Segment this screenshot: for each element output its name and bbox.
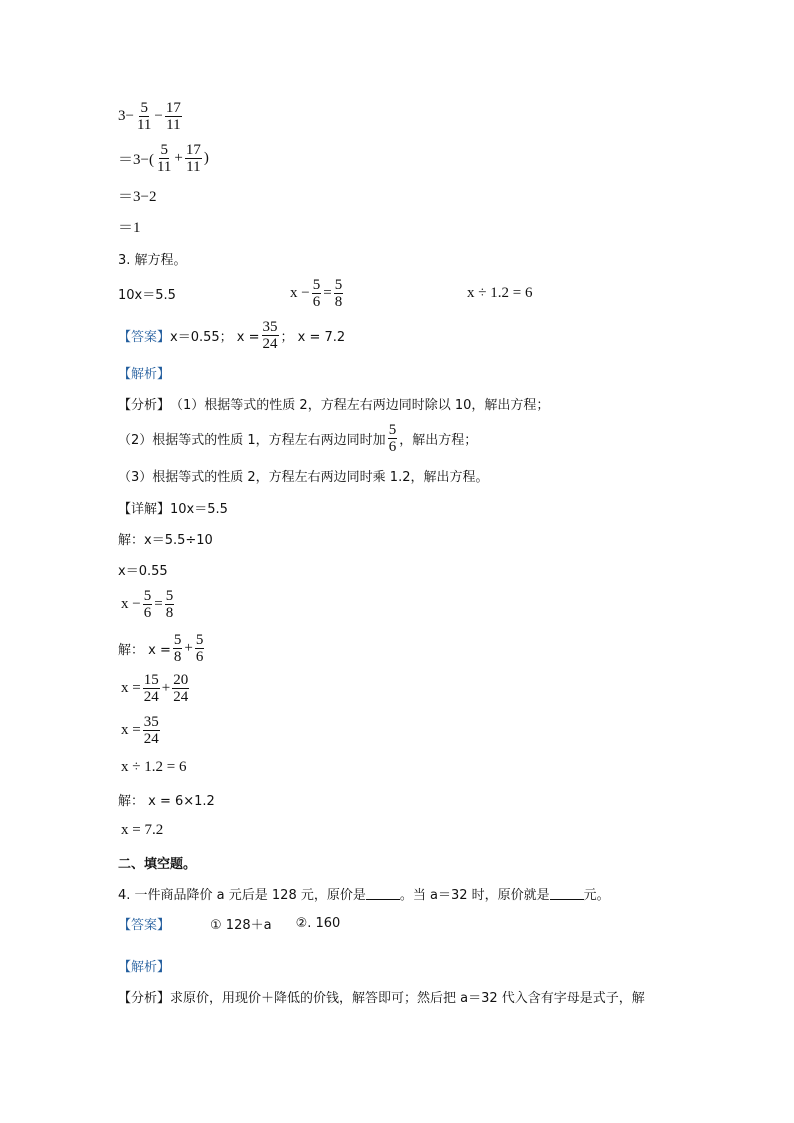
text: 4. 一件商品降价 a 元后是 128 元，原价是: [118, 887, 366, 903]
text: x =: [121, 721, 141, 738]
q4-answer-line: [118, 905, 340, 941]
denominator: 6: [143, 604, 152, 621]
calc-line-3: ＝3−2: [118, 188, 157, 205]
text: x −: [121, 595, 141, 612]
fenxi-tag: 【分析】: [118, 990, 171, 1006]
equation-3: x ÷ 1.2 = 6: [467, 284, 533, 301]
text: 元。: [583, 887, 610, 903]
fraction: [143, 714, 160, 747]
analysis-tag: 【解析】: [118, 366, 171, 382]
fraction: [165, 588, 175, 621]
text: =: [323, 284, 332, 301]
numerator: 17: [185, 141, 201, 158]
numerator: 5: [140, 99, 148, 116]
fenxi-line-1: [118, 385, 549, 421]
numerator: 17: [165, 99, 181, 116]
numerator: 15: [143, 671, 159, 688]
text: 解： x =: [118, 642, 171, 658]
denominator: 11: [186, 158, 201, 175]
text: （1）根据等式的性质 2，方程左右两边同时除以 10，解出方程；: [170, 397, 550, 413]
numerator: 5: [143, 587, 152, 604]
fraction: [143, 588, 153, 621]
text: 10x＝5.5: [170, 501, 228, 517]
text: 求原价，用现价＋降低的价钱，解答即可；然后把 a＝32 代入含有字母是式子，解: [170, 990, 645, 1006]
step-8: x ÷ 1.2 = 6: [121, 758, 187, 775]
denominator: 11: [156, 158, 172, 175]
denominator: 24: [262, 335, 278, 352]
text: +: [161, 679, 171, 696]
text: −: [154, 107, 163, 124]
text: ＝3−(: [118, 151, 154, 168]
analysis-tag: 【解析】: [118, 959, 171, 975]
text: 。当 a＝32 时，原价就是: [399, 887, 550, 903]
numerator: 35: [143, 713, 159, 730]
numerator: 5: [312, 276, 321, 293]
text: +: [174, 149, 183, 166]
fenxi-line-2: [118, 420, 477, 456]
step-4: [121, 586, 176, 622]
denominator: 6: [312, 293, 321, 310]
denominator: 11: [136, 116, 152, 133]
text: x =: [121, 679, 141, 696]
step-7: [121, 712, 162, 748]
answer-1: ① 128＋a: [210, 917, 272, 933]
answer-tag: 【答案】: [118, 329, 171, 345]
numerator: 5: [388, 421, 397, 438]
text: ； x = 7.2: [280, 329, 346, 345]
step-3: x＝0.55: [118, 563, 168, 579]
fraction: [136, 100, 152, 133]
calc-line-1: [118, 98, 184, 134]
fraction: [262, 319, 279, 352]
step-10: x = 7.2: [121, 821, 164, 838]
step-2: 解：x＝5.5÷10: [118, 532, 213, 548]
numerator: 5: [160, 141, 168, 158]
fraction: [173, 632, 183, 665]
fraction: [388, 422, 398, 455]
numerator: 5: [165, 587, 174, 604]
calc-line-4: ＝1: [118, 219, 141, 236]
numerator: 20: [173, 671, 189, 688]
answer-line: [118, 317, 345, 353]
denominator: 11: [166, 116, 181, 133]
fraction: [185, 142, 202, 175]
numerator: 5: [173, 631, 182, 648]
answer-2: ②. 160: [295, 915, 341, 931]
fraction: [172, 672, 189, 705]
text: x＝0.55； x =: [170, 329, 260, 345]
denominator: 6: [195, 648, 204, 665]
denominator: 24: [143, 688, 159, 705]
fraction: [312, 277, 322, 310]
denominator: 8: [165, 604, 174, 621]
calc-line-2: [118, 140, 209, 176]
denominator: 8: [173, 648, 182, 665]
denominator: 6: [388, 438, 397, 455]
denominator: 8: [334, 293, 343, 310]
text: +: [184, 639, 193, 656]
fraction: [195, 632, 205, 665]
text: ，解出方程；: [399, 432, 478, 448]
numerator: 5: [334, 276, 343, 293]
numerator: 35: [262, 318, 278, 335]
answer-tag: 【答案】: [118, 917, 171, 933]
numerator: 5: [195, 631, 204, 648]
text: 3−: [118, 107, 134, 124]
fraction: [143, 672, 160, 705]
equation-2: [290, 275, 345, 311]
q4-fenxi: [118, 978, 645, 1014]
fenxi-line-3: （3）根据等式的性质 2，方程左右两边同时乘 1.2，解出方程。: [118, 469, 489, 485]
step-6: [121, 670, 191, 706]
xiangjie-tag: 【详解】: [118, 501, 171, 517]
text: （2）根据等式的性质 1，方程左右两边同时加: [118, 432, 386, 448]
fenxi-tag: 【分析】: [118, 397, 171, 413]
step-9: 解： x = 6×1.2: [118, 793, 215, 809]
text: ): [203, 149, 209, 166]
step-5: [118, 630, 206, 666]
fraction: [334, 277, 344, 310]
denominator: 24: [173, 688, 189, 705]
text: x −: [290, 284, 310, 301]
fraction: [165, 100, 182, 133]
section-2-heading: 二、填空题。: [118, 856, 197, 872]
fraction: [156, 142, 172, 175]
question-3-title: 3. 解方程。: [118, 252, 187, 268]
denominator: 24: [143, 730, 159, 747]
blank: [366, 887, 400, 900]
blank: [550, 887, 584, 900]
equation-1: 10x＝5.5: [118, 287, 176, 303]
text: =: [154, 595, 163, 612]
